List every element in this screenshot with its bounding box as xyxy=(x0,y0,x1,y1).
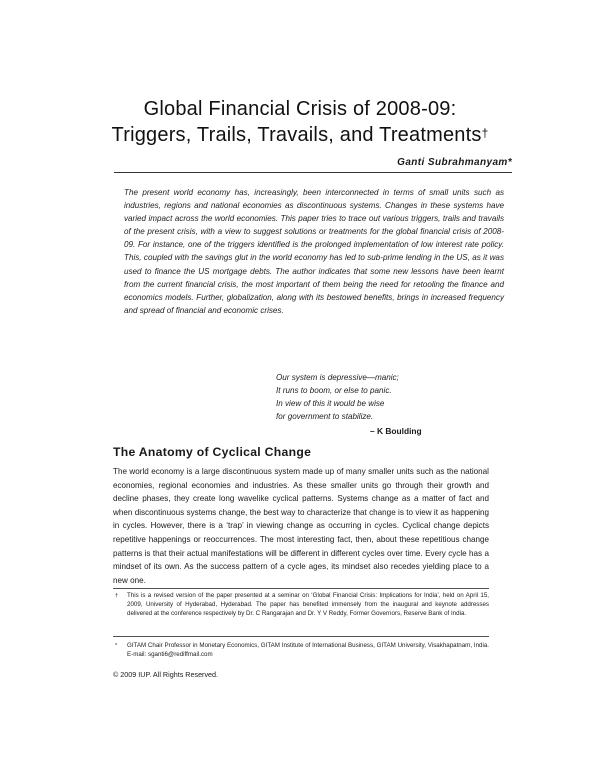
footnote-mark: * xyxy=(115,643,118,649)
epigraph-line: Our system is depressive—manic; xyxy=(276,373,399,382)
footnote-author-affiliation xyxy=(113,642,489,660)
footnote-divider xyxy=(113,588,489,589)
paper-title xyxy=(60,96,540,148)
footnote-text: This is a revised version of the paper presented at a seminar on ‘Global Financial Crisis: Implications for India’, held on April 15, 2009, University of Hyderabad, Hyderabad. The paper has benefited immensely from the inaugural and keynote addresses delivered at the conference respectively by Dr. C Rangarajan and Dr. Y V Reddy, Former Governors, Reserve Bank of India. xyxy=(127,592,489,617)
title-dagger-mark: † xyxy=(481,126,489,140)
footnote-divider xyxy=(113,636,489,637)
body-paragraph: The world economy is a large discontinuous system made up of many smaller units such as the national economies, regional economies and industries. As these smaller units go through their growth and decline phases, they create long wavelike cyclical patterns. Systems change as a matter of fact and when discontinuous systems change, the best way to characterize that change is to view it as happening in cycles. However, there is a ‘trap’ in viewing change as occurring in cycles. Cyclical change depicts repetitive happenings or reoccurrences. The most interesting fact, then, about these repetitious change patterns is that their actual manifestations will be different in different cycles over time. Every cycle has a mindset of its own. As the success pattern of a cycle ages, its mindset also recedes yielding place to a new one. xyxy=(113,467,489,585)
copyright-notice: © 2009 IUP. All Rights Reserved. xyxy=(113,670,219,679)
author-divider xyxy=(114,172,512,173)
section-heading: The Anatomy of Cyclical Change xyxy=(113,445,312,459)
epigraph-line: In view of this it would be wise xyxy=(276,399,385,408)
author-name: Ganti Subrahmanyam* xyxy=(397,157,512,168)
footnote-dagger xyxy=(113,592,489,618)
footnote-mark: † xyxy=(115,593,119,599)
abstract-paragraph: The present world economy has, increasingly, been interconnected in terms of small units such as industries, regions and national economies as discontinuous systems. Changes in these systems have varied impact across the world economies. This paper tries to trace out various triggers, trails and travails of the present crisis, with a view to suggest solutions or treatments for the global financial crisis of 2008-09. For instance, one of the triggers identified is the prolonged implementation of low interest rate policy. This, coupled with the savings glut in the world economy has led to sub-prime lending in the US, as it was used to finance the US mortgage debts. The author indicates that some new lessons have been learnt from the current financial crisis, the most important of them being the need for retooling the finance and economics models. Further, globalization, along with its bestowed benefits, brings in increased frequency and spread of financial and economic crises. xyxy=(124,188,504,315)
epigraph-line: It runs to boom, or else to panic. xyxy=(276,386,392,395)
title-line-2: Triggers, Trails, Travails, and Treatments xyxy=(111,124,482,146)
epigraph-line: for government to stabilize. xyxy=(276,412,374,421)
epigraph-attribution: – K Boulding xyxy=(370,426,422,436)
title-line-1: Global Financial Crisis of 2008-09: xyxy=(143,98,457,120)
epigraph xyxy=(276,371,476,423)
footnote-text: GITAM Chair Professor in Monetary Economics, GITAM Institute of International Business, GITAM University, Visakhapatnam, India. E-mail: sganti6@rediffmail.com xyxy=(127,642,489,658)
